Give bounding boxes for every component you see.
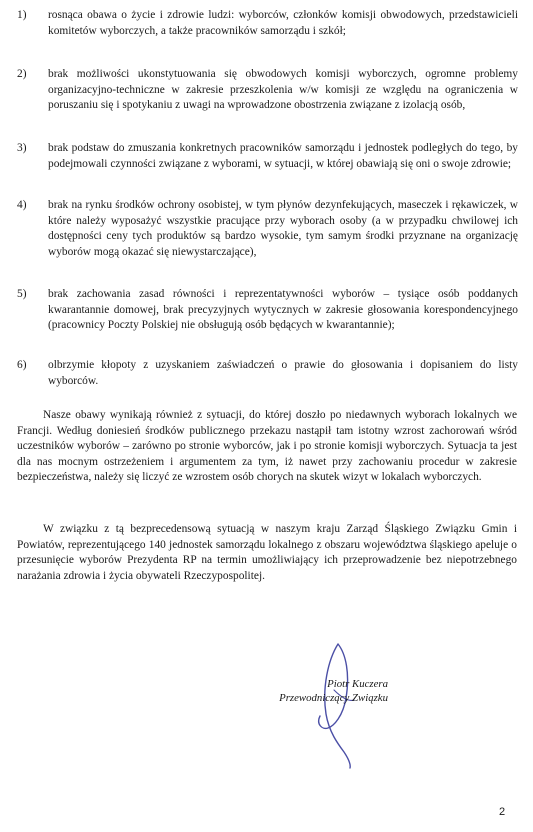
list-item-text: brak zachowania zasad równości i reprezentatywności wyborów – tysiące osób poddanych kwarantannie domowej, brak precyzyjnych wytycznych w zakresie głosowania korespondencyjnego (pracownicy Poczty Polskiej nie obsługują osób będących w kwarantannie); xyxy=(48,288,518,331)
signature-block xyxy=(252,678,432,705)
list-item xyxy=(17,141,517,189)
signatory-name: Piotr Kuczera xyxy=(327,678,388,690)
list-item-text: rosnąca obawa o życie i zdrowie ludzi: wyborców, członków komisji obwodowych, przedstawicieli komitetów wyborczych, a także pracowników samorządu i szkół; xyxy=(48,9,518,37)
list-item-number: 4) xyxy=(17,199,27,211)
list-item xyxy=(17,67,517,131)
list-item-number: 5) xyxy=(17,288,27,300)
list-item xyxy=(17,358,517,390)
handwritten-signature xyxy=(298,640,378,770)
signatory-title: Przewodniczący Związku xyxy=(279,691,388,704)
list-item-text: brak na rynku środków ochrony osobistej, w tym płynów dezynfekujących, maseczek i rękawiczek, w które należy wyposażyć wszystkie pracujące przy wyborach osoby (a w przypadku chwilowej ich dostępności ceny tych produktów są bardzo wysokie, tym samym środki przyznane na organizację wyborów mogą okazać się niewystarczające), xyxy=(48,199,518,258)
body-paragraph: Nasze obawy wynikają również z sytuacji, do której doszło po niedawnych wyborach lokalnych we Francji. Według doniesień środków publicznego przekazu nastąpił tam istotny wzrost zachorowań wśród uczestników wyborów – zarówno po stronie wyborców, jak i po stronie komisji wyborczych. Sytuacja ta jest dla nas mocnym ostrzeżeniem i argumentem za tym, iż nawet przy zachowaniu procedur w zakresie bezpieczeństwa, należy się liczyć ze wzrostem osób chorych na skutek wizyt w lokalach wyborczych. xyxy=(17,409,517,483)
list-item-text: olbrzymie kłopoty z uzyskaniem zaświadczeń o prawie do głosowania i dopisaniem do listy wyborców. xyxy=(48,359,518,387)
list-item-text: brak możliwości ukonstytuowania się obwodowych komisji wyborczych, ogromne problemy organizacyjno-techniczne w zakresie przeszkolenia w/w komisji ze względu na ograniczenia w poruszaniu się i spotykaniu z uwagi na wprowadzone obostrzenia związane z izolacją osób, xyxy=(48,68,518,111)
list-item-number: 1) xyxy=(17,9,27,21)
list-item-number: 6) xyxy=(17,359,27,371)
list-item-number: 2) xyxy=(17,68,27,80)
list-item xyxy=(17,8,517,40)
page-number: 2 xyxy=(499,806,506,818)
body-paragraph: W związku z tą bezprecedensową sytuacją w naszym kraju Zarząd Śląskiego Związku Gmin i Powiatów, reprezentującego 140 jednostek samorządu lokalnego z obszaru województwa śląskiego apeluje o przesunięcie wyborów Prezydenta RP na termin umożliwiający ich przeprowadzenie bez niepotrzebnego narażania zdrowia i życia obywateli Rzeczypospolitej. xyxy=(17,523,517,582)
list-item xyxy=(17,287,517,351)
list-item xyxy=(17,198,517,262)
list-item-text: brak podstaw do zmuszania konkretnych pracowników samorządu i jednostek podległych do tego, by podejmowali czynności związane z wyborami, w sytuacji, w której obawiają się oni o swoje zdrowie; xyxy=(48,142,518,170)
list-item-number: 3) xyxy=(17,142,27,154)
